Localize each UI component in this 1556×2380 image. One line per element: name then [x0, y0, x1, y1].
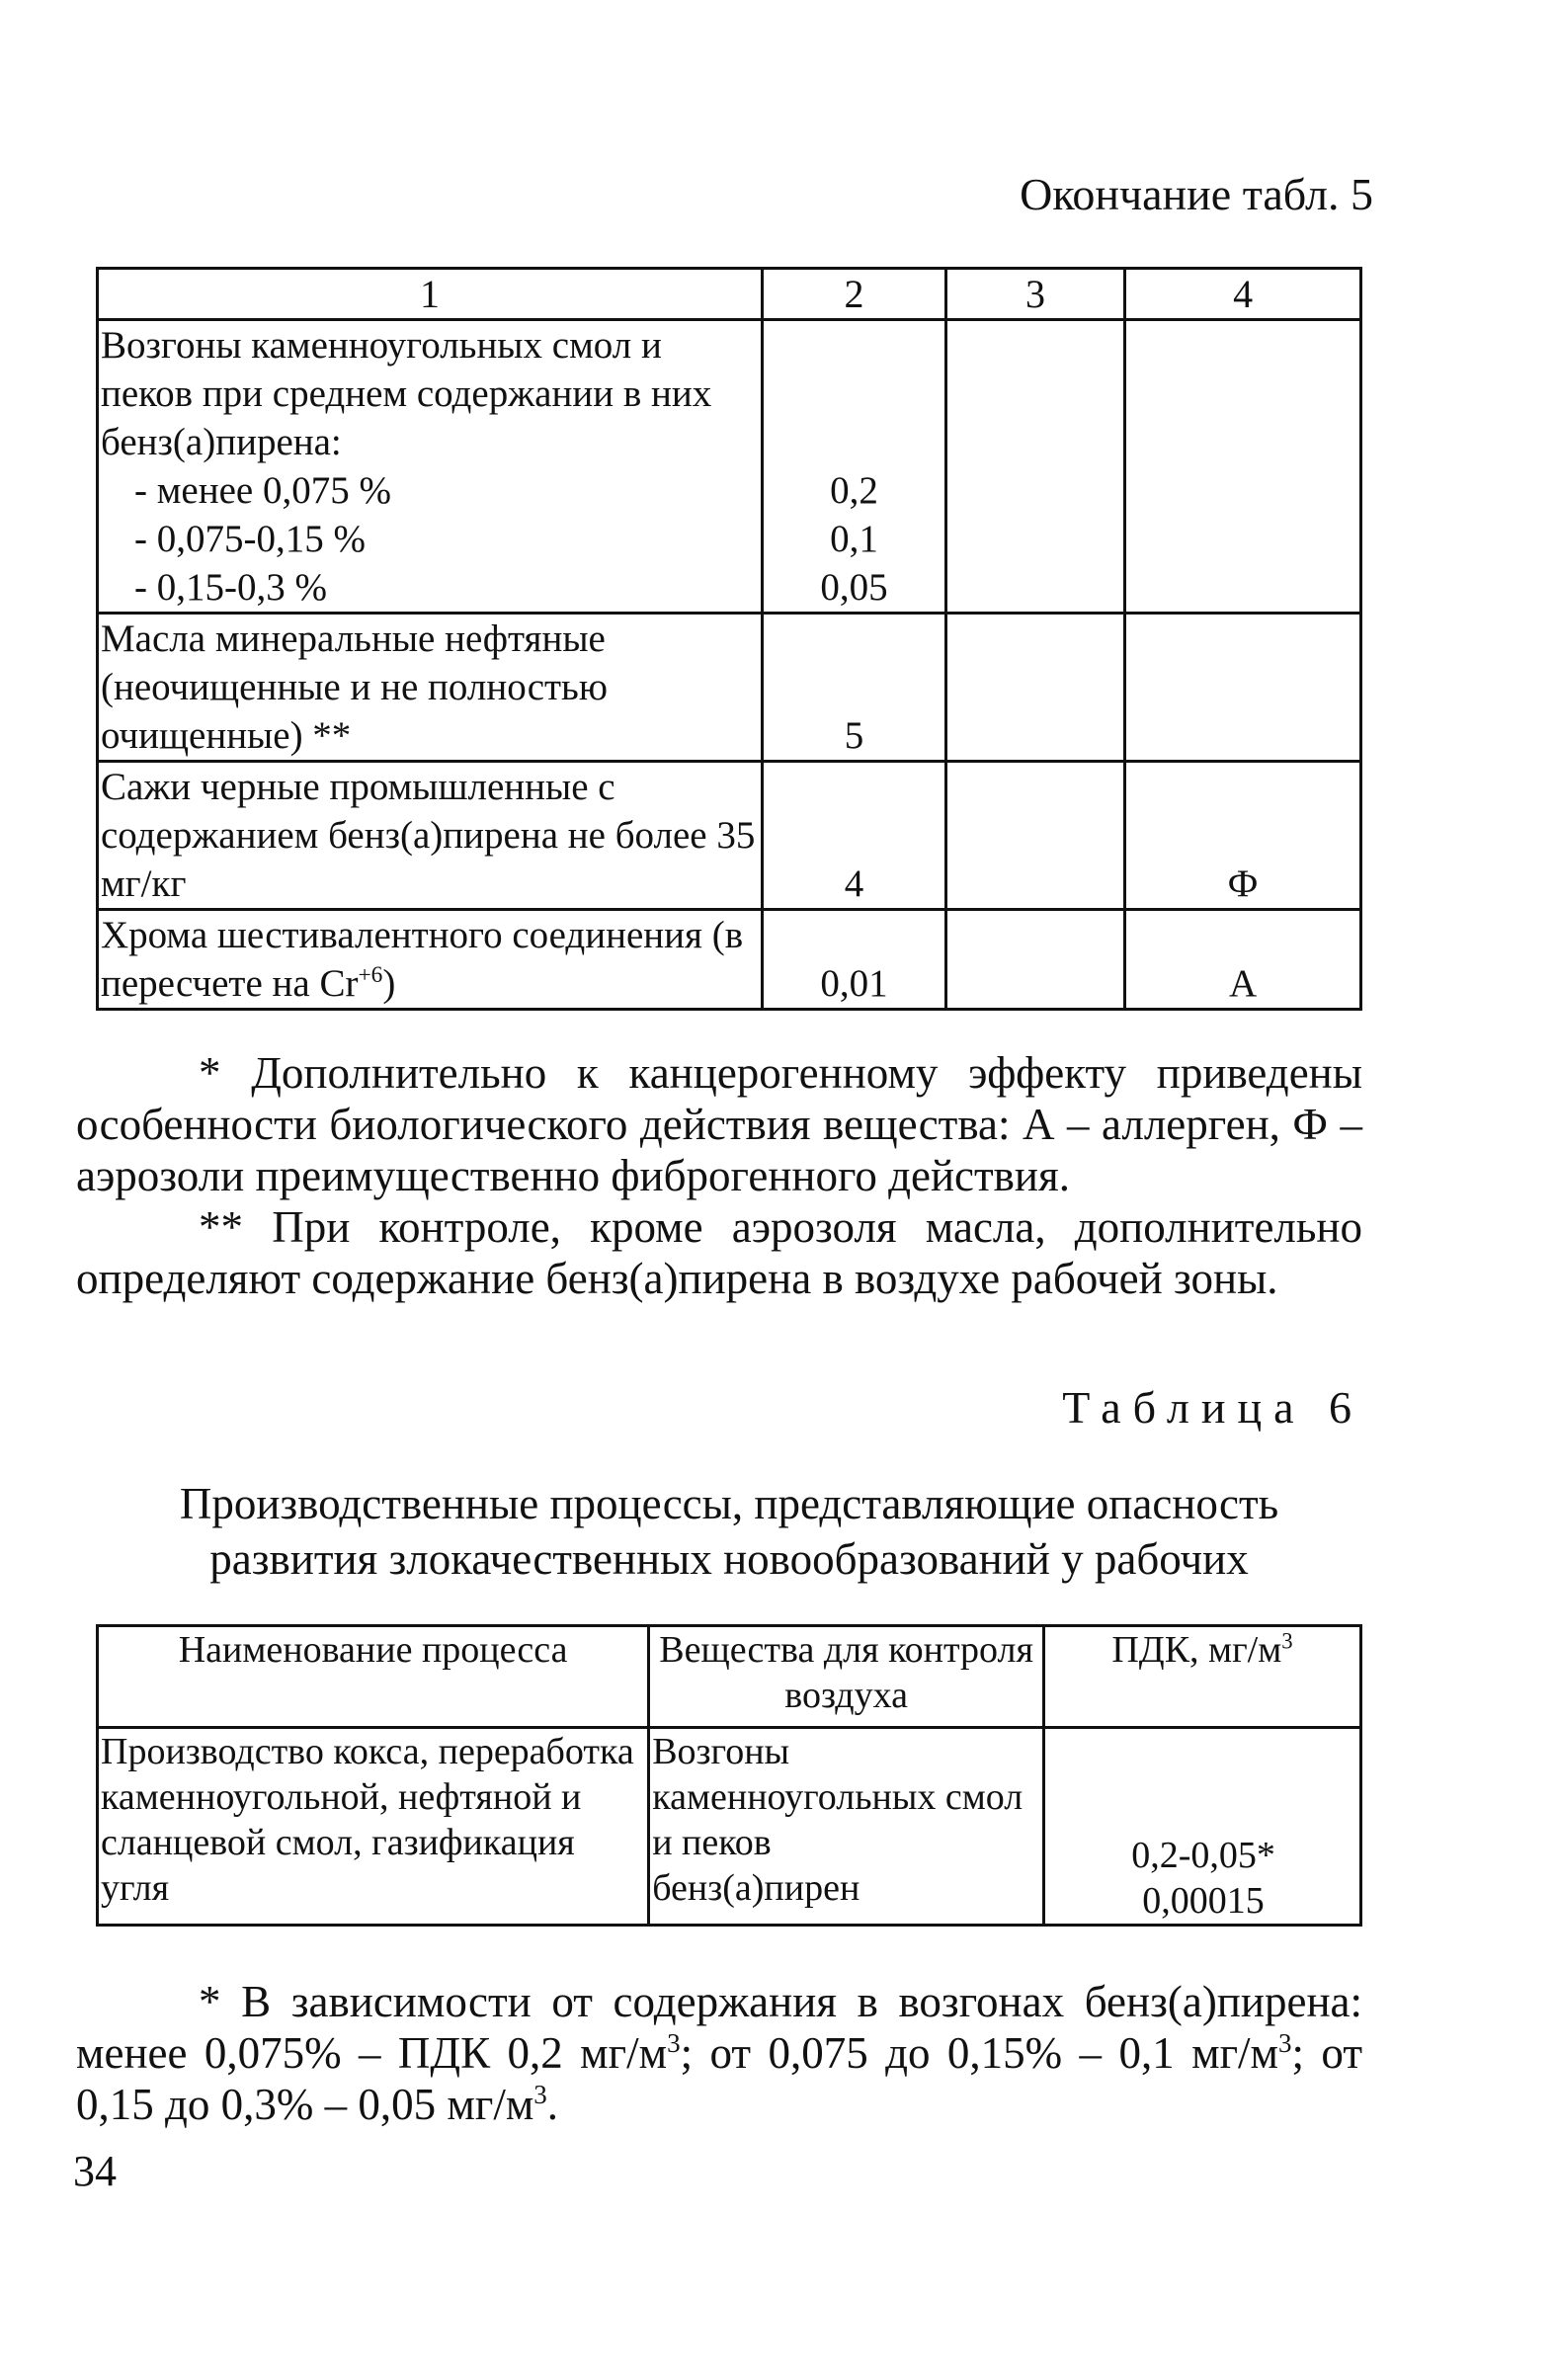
table6-caption [96, 1476, 1362, 1587]
table5-row2-col2: 5 [763, 614, 946, 762]
table5-row3-col3 [945, 762, 1124, 910]
row1-title: Возгоны каменноугольных смол и пеков при среднем содержании в них бенз(а)пирена: [101, 324, 712, 463]
table5-row3-col2: 4 [763, 762, 946, 910]
table-5 [96, 267, 1362, 1011]
table5-row1-col4 [1125, 320, 1361, 614]
table5-row2-name: Масла минеральные нефтяные (неочищенные и не полностью очищенные) ** [98, 614, 763, 762]
footnote-1: * Дополнительно к канцерогенному эффекту приведены особенности биологического действия вещества: А – аллерген, Ф – аэрозоли преимущественно фиброгенного действия. [76, 1048, 1362, 1200]
fn6-part4: . [546, 2080, 559, 2129]
table6-header-substance: Вещества для контроля воздуха [649, 1626, 1044, 1728]
table-row [98, 614, 1361, 762]
row1-value-2: 0,1 [830, 518, 878, 560]
table5-row4-col4: А [1125, 910, 1361, 1010]
table5-row3-name: Сажи черные промышленные с содержанием бенз(а)пирена не более 35 мг/кг [98, 762, 763, 910]
row4-name-main: Хрома шестивалентного соединения (в пересчете на Cr [101, 914, 744, 1005]
pdk-header-main: ПДК, мг/м [1111, 1629, 1282, 1671]
table-row [98, 762, 1361, 910]
substance-1: Возгоны каменноугольных смол и пеков [652, 1731, 1024, 1863]
caption-line-2: развития злокачественных новообразований у рабочих [209, 1534, 1249, 1584]
table6-substances [649, 1728, 1044, 1926]
pdk-header-sup: 3 [1281, 1628, 1293, 1654]
row4-name-end: ) [382, 962, 396, 1005]
fn6-part2: ; от 0,075 до 0,15% – 0,1 мг/м [680, 2028, 1279, 2078]
table5-footnotes [76, 1047, 1362, 1304]
row4-name-sup: +6 [358, 962, 383, 988]
fn6-sup1: 3 [667, 2028, 681, 2058]
table5-row4-name [98, 910, 763, 1010]
caption-line-1: Производственные процессы, представляющие опасность [179, 1479, 1279, 1528]
table-row [98, 320, 1361, 614]
footnote-2: ** При контроле, кроме аэрозоля масла, дополнительно определяют содержание бенз(а)пирена в воздухе рабочей зоны. [76, 1202, 1362, 1303]
row1-value-3: 0,05 [820, 566, 888, 609]
table5-row1-values [763, 320, 946, 614]
table5-row2-col3 [945, 614, 1124, 762]
table5-row1-col3 [945, 320, 1124, 614]
table5-row3-col4: Ф [1125, 762, 1361, 910]
table6-header-process: Наименование процесса [98, 1626, 649, 1728]
table-row [98, 1728, 1361, 1926]
fn6-sup3: 3 [533, 2080, 547, 2109]
table5-row2-col4 [1125, 614, 1361, 762]
substance-2: бенз(а)пирен [652, 1867, 860, 1909]
table5-header-row [98, 269, 1361, 320]
table6-pdk [1044, 1728, 1361, 1926]
pdk-1: 0,2-0,05* [1131, 1835, 1275, 1876]
table5-row1-name [98, 320, 763, 614]
table5-header-col2: 2 [763, 269, 946, 320]
fn6-sup2: 3 [1278, 2028, 1292, 2058]
footnote-6 [76, 1976, 1362, 2130]
table-row [98, 910, 1361, 1010]
table5-header-col4: 4 [1125, 269, 1361, 320]
row1-sub-1: - менее 0,075 % [134, 469, 391, 512]
table5-header-col3: 3 [945, 269, 1124, 320]
table6-label: Таблица 6 [1062, 1382, 1363, 1433]
table5-header-col1: 1 [98, 269, 763, 320]
row1-value-1: 0,2 [830, 469, 878, 512]
fn6-part1: * В зависимости от содержания в возгонах бенз(а)пирена: менее 0,075% – ПДК 0,2 мг/м [76, 1977, 1362, 2078]
pdk-2: 0,00015 [1142, 1880, 1265, 1922]
page-number: 34 [73, 2147, 117, 2195]
row1-sub-2: - 0,075-0,15 % [134, 518, 366, 560]
table5-row4-col2: 0,01 [763, 910, 946, 1010]
continuation-title: Окончание табл. 5 [1020, 169, 1373, 219]
fn6-part3: ; от 0,15 до 0,3% – 0,05 мг/м [76, 2028, 1362, 2129]
table6-process: Производство кокса, переработка каменноугольной, нефтяной и сланцевой смол, газификация угля [98, 1728, 649, 1926]
table5-row4-col3 [945, 910, 1124, 1010]
table6-header-pdk [1044, 1626, 1361, 1728]
table6-footnote [76, 1976, 1362, 2130]
row1-sub-3: - 0,15-0,3 % [134, 566, 327, 609]
table-6 [96, 1624, 1362, 1927]
table6-header-row [98, 1626, 1361, 1728]
